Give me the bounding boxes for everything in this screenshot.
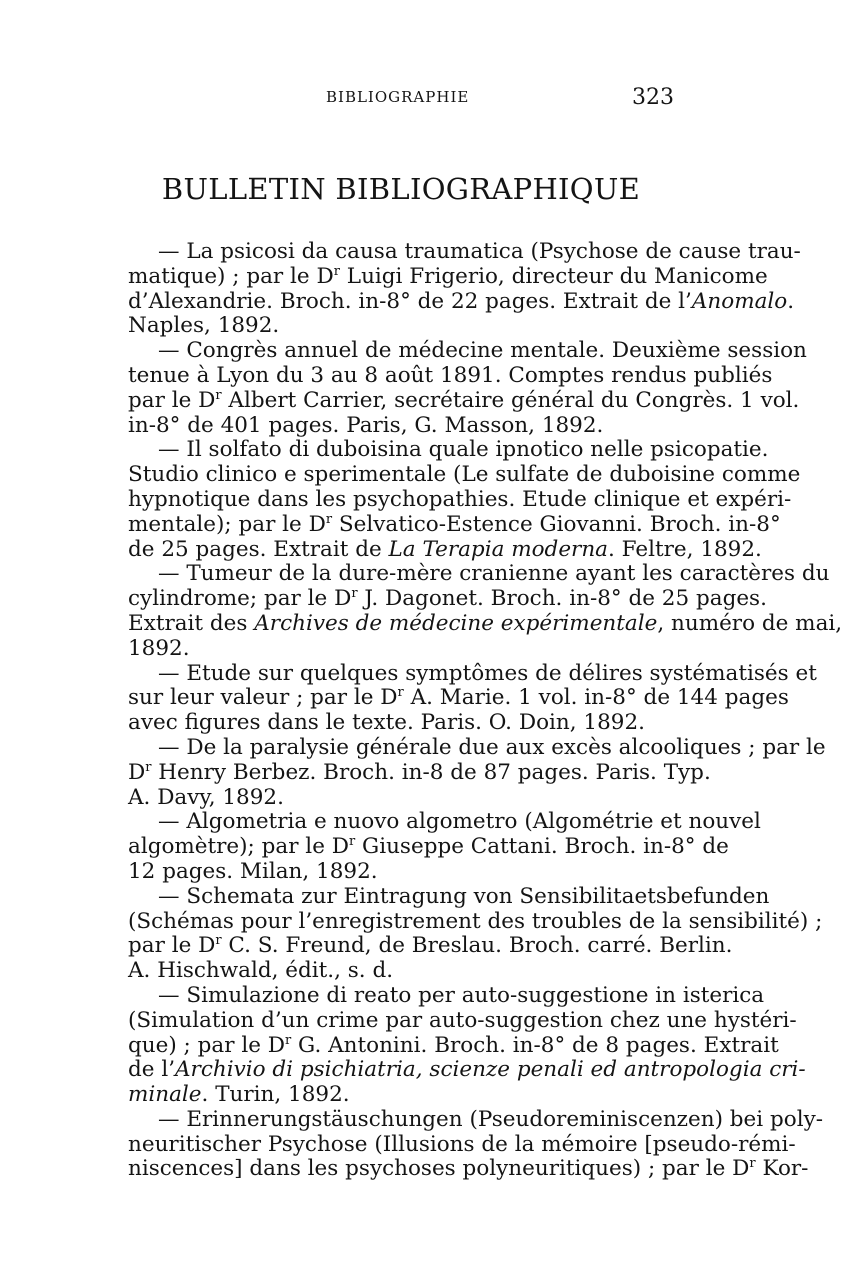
superscript: r: [215, 387, 222, 403]
entry-line: [128, 610, 842, 637]
text-segment: mentale); par le D: [128, 511, 326, 537]
text-segment: que) ; par le D: [128, 1032, 285, 1058]
entry-line: [128, 1032, 779, 1059]
bibliography-entry: [128, 809, 761, 884]
entry-line: [128, 1131, 796, 1158]
bibliography-entry: [128, 660, 817, 736]
entry-line: [128, 933, 733, 959]
superscript: r: [348, 834, 356, 850]
text-segment: — Erinnerungstäuschungen (Pseudoreminiscenzen) bei poly-: [158, 1106, 823, 1132]
superscript: r: [145, 759, 152, 775]
text-segment: sur leur valeur ; par le D: [128, 685, 398, 711]
entry-line: [128, 637, 674, 662]
bibliography-entry: [128, 437, 801, 562]
entry-line: [128, 982, 765, 1009]
italic-title: Anomalo: [691, 288, 788, 314]
bibliography-entry: [128, 982, 806, 1108]
bibliography-entry: [128, 239, 801, 339]
italic-title: Archivio di psichiatria, scienze penali ed antropologia cri-: [175, 1057, 806, 1083]
entry-line: [128, 1007, 797, 1034]
entry-line: [128, 239, 801, 265]
bibliography-list: [128, 239, 842, 1182]
text-segment: hypnotique dans les psychopathies. Etude clinique et expéri-: [128, 486, 792, 512]
entry-line: [128, 338, 807, 364]
text-segment: Extrait des: [128, 610, 255, 636]
entry-line: [128, 561, 830, 587]
entry-line: [128, 860, 674, 885]
entry-line: [128, 1156, 809, 1182]
text-segment: — Congrès annuel de médecine mentale. Deuxième session: [158, 338, 807, 364]
entry-line: [128, 511, 781, 538]
text-segment: C. S. Freund, de Breslau. Broch. carré. Berlin.: [221, 933, 733, 959]
text-segment: Kor-: [755, 1156, 809, 1182]
text-segment: Selvatico-Estence Giovanni. Broch. in-8°: [332, 511, 781, 537]
text-segment: neuritischer Psychose (Illusions de la mémoire [pseudo-rémi-: [128, 1131, 796, 1157]
text-segment: Studio clinico e sperimentale (Le sulfate de duboisine comme: [128, 462, 801, 488]
running-head: [128, 85, 674, 118]
entry-line: [128, 908, 823, 935]
entry-line: [128, 536, 762, 563]
entry-line: [128, 959, 674, 984]
bibliography-entry: [128, 883, 823, 984]
entry-line: [128, 685, 789, 711]
text-segment: A. Hischwald, édit., s. d.: [128, 958, 394, 984]
entry-line: [128, 809, 761, 835]
entry-line: [128, 314, 674, 339]
text-segment: A. Davy, 1892.: [128, 784, 284, 810]
text-segment: 1892.: [128, 635, 190, 661]
entry-line: [128, 462, 801, 488]
text-segment: algomètre); par le D: [128, 834, 349, 860]
text-segment: in-8° de 401 pages. Paris, G. Masson, 1892.: [128, 412, 604, 438]
superscript: r: [285, 1032, 292, 1048]
page-number: 323: [632, 85, 674, 110]
entry-line: [128, 414, 674, 439]
superscript: r: [325, 511, 333, 527]
text-segment: Henry Berbez. Broch. in-8 de 87 pages. Paris. Typ.: [151, 759, 711, 785]
entry-line: [128, 711, 674, 736]
text-segment: avec figures dans le texte. Paris. O. Doin, 1892.: [128, 710, 645, 736]
entry-line: [128, 1106, 823, 1133]
superscript: r: [215, 933, 222, 949]
text-segment: — Simulazione di reato per auto-suggestione in isterica: [158, 982, 765, 1008]
text-segment: d’Alexandrie. Broch. in-8° de 22 pages. Extrait de l’: [128, 288, 692, 314]
text-segment: — De la paralysie générale due aux excès alcooliques ; par le: [158, 734, 826, 760]
text-segment: . Turin, 1892.: [201, 1082, 350, 1108]
text-segment: , numéro de mai,: [657, 610, 842, 636]
text-segment: — Il solfato di duboisina quale ipnotico nelle psicopatie.: [158, 437, 769, 463]
italic-title: La Terapia moderna: [388, 536, 608, 562]
entry-line: [128, 834, 729, 860]
text-segment: de 25 pages. Extrait de: [128, 536, 389, 562]
text-segment: (Simulation d’un crime par auto-suggestion chez une hystéri-: [128, 1007, 797, 1033]
entry-line: [128, 263, 768, 290]
bibliography-entry: [128, 1106, 823, 1182]
text-segment: 12 pages. Milan, 1892.: [128, 858, 378, 884]
entry-line: [128, 759, 711, 786]
text-segment: — Tumeur de la dure-mère cranienne ayant les caractères du: [158, 561, 830, 587]
text-segment: — La psicosi da causa traumatica (Psychose de cause trau-: [158, 239, 801, 264]
text-segment: de l’: [128, 1057, 176, 1083]
text-segment: — Algometria e nuovo algometro (Algométrie et nouvel: [158, 809, 761, 835]
bibliography-entry: [128, 338, 807, 438]
entry-line: [128, 387, 800, 414]
section-heading: BULLETIN BIBLIOGRAPHIQUE: [161, 172, 641, 206]
text-segment: niscences] dans les psychoses polyneuritiques) ; par le D: [128, 1156, 750, 1182]
entry-line: [128, 362, 773, 389]
entry-line: [128, 1057, 806, 1083]
superscript: r: [749, 1156, 756, 1172]
text-segment: J. Dagonet. Broch. in-8° de 25 pages.: [357, 586, 767, 612]
entry-line: [128, 288, 795, 315]
text-segment: Naples, 1892.: [128, 313, 280, 339]
text-segment: par le D: [128, 387, 216, 413]
entry-line: [128, 1083, 674, 1108]
text-segment: cylindrome; par le D: [128, 586, 352, 612]
text-segment: — Etude sur quelques symptômes de délires systématisés et: [158, 660, 817, 686]
text-segment: Albert Carrier, secrétaire général du Congrès. 1 vol.: [221, 387, 800, 413]
text-segment: .: [787, 288, 795, 314]
superscript: r: [333, 263, 340, 279]
superscript: r: [351, 586, 358, 602]
superscript: r: [397, 685, 404, 701]
text-segment: Luigi Frigerio, directeur du Manicome: [339, 263, 768, 289]
entry-line: [128, 883, 770, 910]
text-segment: . Feltre, 1892.: [608, 536, 762, 562]
text-segment: D: [128, 759, 146, 785]
text-segment: matique) ; par le D: [128, 263, 334, 289]
entry-line: [128, 786, 674, 811]
entry-line: [128, 660, 817, 687]
entry-line: [128, 437, 769, 463]
italic-title: minale: [128, 1082, 202, 1108]
text-segment: A. Marie. 1 vol. in-8° de 144 pages: [403, 685, 789, 711]
text-segment: par le D: [128, 933, 216, 959]
text-segment: G. Antonini. Broch. in-8° de 8 pages. Extrait: [291, 1032, 779, 1058]
entry-line: [128, 486, 792, 513]
bibliography-entry: [128, 734, 826, 810]
text-segment: Giuseppe Cattani. Broch. in-8° de: [355, 834, 729, 860]
bibliography-entry: [128, 561, 842, 661]
text-segment: (Schémas pour l’enregistrement des troubles de la sensibilité) ;: [128, 908, 823, 934]
italic-title: Archives de médecine expérimentale: [254, 610, 658, 636]
entry-line: [128, 734, 826, 761]
running-title: BIBLIOGRAPHIE: [326, 88, 470, 106]
entry-line: [128, 586, 767, 612]
text-segment: — Schemata zur Eintragung von Sensibilitaetsbefunden: [158, 883, 770, 909]
text-segment: tenue à Lyon du 3 au 8 août 1891. Comptes rendus publiés: [128, 362, 773, 388]
